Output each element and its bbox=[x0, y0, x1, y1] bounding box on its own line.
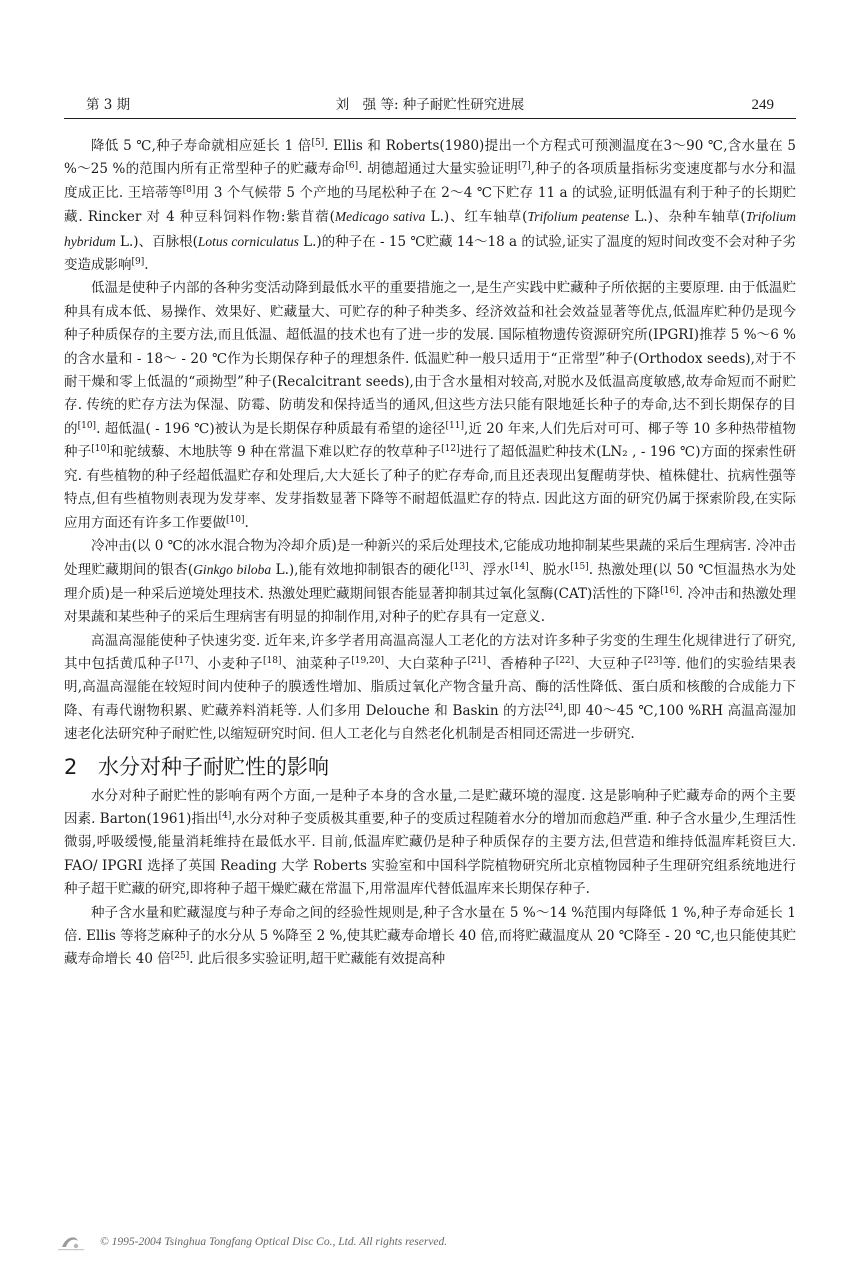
citation-ref: [8] bbox=[182, 184, 196, 195]
paragraph bbox=[64, 785, 796, 902]
paragraph-group-2 bbox=[64, 785, 796, 972]
paragraph bbox=[64, 902, 796, 972]
text-run: . bbox=[144, 257, 149, 274]
text-run: ,即 40～45 ℃,100 %RH 高温高湿加速老化法研究种子耐贮性,以缩短研究时间. 但人工老化与自然老化机制是否相同还需进一步研究. bbox=[64, 702, 796, 743]
text-run: ,种子的各项质量指标劣变速度都与水分和温度成正比. 王培蒂等 bbox=[64, 161, 796, 201]
citation-ref: [6] bbox=[345, 161, 359, 172]
text-run: L.)、杂种车轴草( bbox=[629, 209, 746, 226]
section-number: 2 bbox=[64, 754, 78, 779]
text-run: 冷冲击(以 0 ℃的冰水混合物为冷却介质)是一种新兴的采后处理技术,它能成功地抑制某些果蔬的采后生理病害. 冷冲击处理贮藏期间的银杏( bbox=[64, 537, 796, 579]
citation-ref: [23] bbox=[643, 655, 663, 666]
copyright-notice: © 1995-2004 Tsinghua Tongfang Optical Disc Co., Ltd. All rights reserved. bbox=[100, 1236, 448, 1248]
citation-ref: [25] bbox=[170, 951, 190, 962]
citation-ref: [10] bbox=[77, 420, 97, 431]
text-run: 、大豆种子 bbox=[574, 655, 644, 672]
text-run: 、油菜种子 bbox=[281, 655, 352, 672]
species-name: Trifolium peatense bbox=[527, 209, 630, 225]
paragraph bbox=[64, 135, 796, 277]
citation-ref: [16] bbox=[660, 585, 679, 596]
running-title: 刘 强 等: 种子耐贮性研究进展 bbox=[335, 97, 525, 113]
text-run: ,近 20 年来,人们先后对可可、椰子等 10 多种热带植物种子 bbox=[64, 420, 796, 461]
paragraph bbox=[64, 535, 796, 630]
paragraph bbox=[64, 630, 796, 747]
species-name: Lotus corniculatus bbox=[197, 233, 299, 249]
text-run: . 冷冲击和热激处理对果蔬和某些种子的采后生理病害有明显的抑制作用,对种子的贮存具有一定意义. bbox=[64, 585, 796, 626]
citation-ref: [24] bbox=[544, 702, 563, 713]
citation-ref: [5] bbox=[311, 138, 325, 148]
header-rule bbox=[64, 118, 796, 119]
page-header bbox=[64, 94, 796, 116]
text-run: . Ellis 和 Roberts(1980)提出一个方程式可预测温度在3～90 ℃,含水量在 5 %～25 %的范围内所有正常型种子的贮藏寿命 bbox=[64, 138, 796, 178]
text-run: . 热激处理(以 50 ℃恒温热水为处理介质)是一种采后逆境处理技术. 热激处理贮藏期间银杏能显著抑制其过氧化氢酶(CAT)活性的下降 bbox=[64, 562, 797, 602]
citation-ref: [10] bbox=[226, 514, 245, 525]
species-name: Medicago sativa bbox=[334, 209, 426, 225]
text-run: . 超低温( - 196 ℃)被认为是长期保存种质最有希望的途径 bbox=[96, 420, 446, 437]
citation-ref: [15] bbox=[570, 562, 589, 573]
page-number: 249 bbox=[751, 97, 774, 113]
citation-ref: [9] bbox=[131, 257, 145, 268]
text-run: 高温高湿能使种子快速劣变. 近年来,许多学者用高温高湿人工老化的方法对许多种子劣变的生理生化规律进行了研究,其中包括黄瓜种子 bbox=[64, 632, 796, 672]
citation-ref: [13] bbox=[450, 562, 469, 573]
citation-ref: [14] bbox=[510, 562, 529, 573]
citation-ref: [7] bbox=[517, 161, 531, 172]
citation-ref: [11] bbox=[445, 420, 464, 431]
text-run: 进行了超低温贮种技术(LN₂ , - 196 ℃)方面的探索性研究. 有些植物的种子经超低温贮存和处理后,大大延长了种子的贮存寿命,而且还表现出复醒萌芽快、植株健壮、抗病性强等特点,但有些植物则表现为发芽率、发芽指数显著下降等不耐超低温贮存的特点. 因此这方面的研究仍属于探索阶段,在实际应用方面还有许多工作要做 bbox=[64, 444, 797, 531]
text-run: 低温是使种子内部的各种劣变活动降到最低水平的重要措施之一,是生产实践中贮藏种子所依据的主要原理. 由于低温贮种具有成本低、易操作、效果好、贮藏量大、可贮存的种子种类多、经济效益和社会效益显著等优点,低温库贮种仍是现今种子种质保存的主要方法,而且低温、超低温的技术也有了进一步的发展. 国际植物遗传资源研究所(IPGRI)推荐 5 %～6 %的含水量和 - 18～ - 20 ℃作为长期保存种子的理想条件. 低温贮种一般只适用于“正常型”种子(Orthodox seeds),对于不耐干燥和零上低温的“顽拗型”种子(Recalcitrant seeds),由于含水量相对较高,对脱水及低温高度敏感,故寿命短而不耐贮存. 传统的贮存方法为保湿、防霉、防萌发和保持适当的通风,但这些方法只能有限地延长种子的寿命,达不到长期保存的目的 bbox=[64, 280, 796, 437]
text-run: 和驼绒藜、木地肤等 9 种在常温下难以贮存的牧草种子 bbox=[109, 444, 442, 461]
citation-ref: [4] bbox=[218, 810, 232, 821]
text-run: L.)、百脉根( bbox=[115, 233, 198, 250]
citation-ref: [17] bbox=[174, 655, 194, 666]
text-run: ,水分对种子变质极其重要,种子的变质过程随着水分的增加而愈趋严重. 种子含水量少,生理活性微弱,呼吸缓慢,能量消耗维持在最低水平. 目前,低温库贮藏仍是种子种质保存的主要方法,但营造和维持低温库耗资巨大. FAO/ IPGRI 选择了英国 Reading 大学 Roberts 实验室和中国科学院植物研究所北京植物园种子生理研究组系统地进行种子超干贮藏的研究,即将种子超干燥贮藏在常温下,用常温库代替低温库来长期保存种子. bbox=[64, 810, 796, 898]
citation-ref: [10] bbox=[91, 444, 110, 455]
citation-ref: [22] bbox=[555, 655, 575, 666]
text-run: 种子含水量和贮藏湿度与种子寿命之间的经验性规则是,种子含水量在 5 %～14 %范围内每降低 1 %,种子寿命延长 1 倍. Ellis 等将芝麻种子的水分从 5 %降至 2 %,使其贮藏寿命增长 40 倍,而将贮藏温度从 20 ℃降至 - 20 ℃,也只能使其贮藏寿命增长 40 倍 bbox=[64, 904, 796, 968]
citation-ref: [18] bbox=[263, 655, 282, 666]
text-run: . 此后很多实验证明,超干贮藏能有效提高种 bbox=[189, 951, 446, 968]
text-run: 降低 5 ℃,种子寿命就相应延长 1 倍 bbox=[91, 138, 312, 154]
text-run: 等. 他们的实验结果表明,高温高湿能在较短时间内使种子的膜透性增加、脂质过氧化产物含量升高、酶的活性降低、蛋白质和核酸的合成能力下降、有毒代谢物积累、贮藏养料消耗等. 人们多用 Delouche 和 Baskin 的方法 bbox=[64, 655, 797, 719]
paragraph bbox=[64, 277, 796, 534]
text-run: 水分对种子耐贮性的影响有两个方面,一是种子本身的含水量,二是贮藏环境的湿度. 这是影响种子贮藏寿命的两个主要因素. Barton(1961)指出 bbox=[64, 787, 796, 827]
species-name: Trifolium hybridum bbox=[64, 209, 796, 249]
journal-issue: 第 3 期 bbox=[86, 97, 131, 113]
text-run: 、大白菜种子 bbox=[384, 655, 468, 672]
text-run: 、浮水 bbox=[468, 562, 511, 579]
page-footer bbox=[56, 1230, 816, 1254]
section-heading bbox=[64, 755, 796, 779]
text-run: 、脱水 bbox=[528, 562, 571, 579]
cnki-logo-icon bbox=[56, 1232, 86, 1252]
citation-ref: [12] bbox=[441, 444, 460, 455]
text-run: L.),能有效地抑制银杏的硬化 bbox=[271, 562, 451, 579]
article-body bbox=[64, 135, 796, 972]
text-run: . bbox=[244, 514, 249, 531]
text-run: L.)、红车轴草( bbox=[425, 209, 528, 226]
text-run: 、小麦种子 bbox=[193, 655, 264, 672]
section-title: 水分对种子耐贮性的影响 bbox=[98, 754, 329, 779]
text-run: . 胡德超通过大量实验证明 bbox=[358, 161, 518, 178]
text-run: L.)的种子在 - 15 ℃贮藏 14～18 a 的试验,证实了温度的短时间改变不会对种子劣变造成影响 bbox=[64, 233, 796, 274]
citation-ref: [19,20] bbox=[351, 655, 384, 666]
paragraph-group-1 bbox=[64, 135, 796, 747]
text-run: 用 3 个气候带 5 个产地的马尾松种子在 2～4 ℃下贮存 11 a 的试验,证明低温有利于种子的长期贮藏. Rincker 对 4 种豆科饲料作物:紫苜蓿( bbox=[64, 184, 796, 226]
citation-ref: [21] bbox=[467, 655, 487, 666]
species-name: Ginkgo biloba bbox=[193, 562, 272, 578]
text-run: 、香椿种子 bbox=[486, 655, 556, 672]
